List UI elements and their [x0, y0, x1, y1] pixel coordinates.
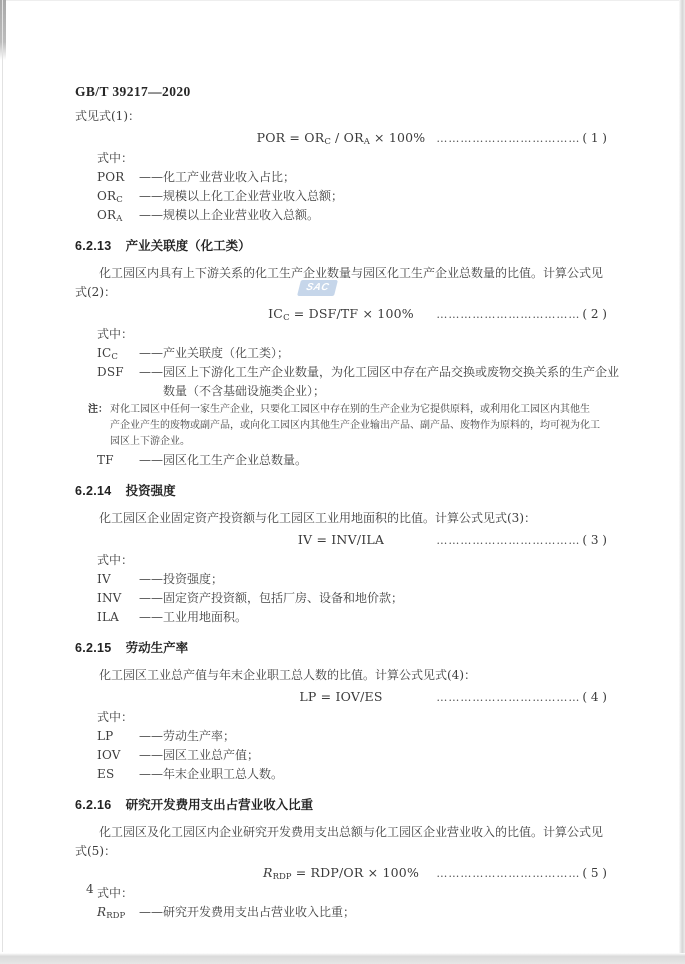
dot-leader: ………………………………: [436, 867, 581, 880]
definition-row: [75, 168, 607, 187]
formula-1-sub: C: [324, 137, 331, 147]
definition-term: [97, 903, 139, 922]
equation-number: ( 4 ): [582, 690, 607, 704]
section-paragraph-cont: 式(5)：: [75, 844, 116, 858]
section-title: 产业关联度（化工类）: [125, 239, 251, 253]
section-number: 6.2.15: [75, 641, 112, 655]
note-line: 产企业产生的废物或副产品，或向化工园区内其他生产企业输出产品、副产品、废物作为原料的，均可视为化工: [110, 420, 600, 431]
definition-desc: ——年末企业职工总人数。: [139, 767, 284, 781]
formula1-lead: 式见式(1)：: [75, 109, 140, 123]
formula-2-expression: [268, 306, 414, 321]
section-heading-6215: [75, 640, 607, 656]
page-edge-bottom: [0, 953, 685, 964]
definition-row: [75, 187, 607, 206]
equation-number: ( 2 ): [582, 307, 607, 321]
formula-1-part: / OR: [330, 130, 364, 145]
dot-leader: ………………………………: [436, 132, 581, 145]
formula-4: [75, 687, 607, 707]
note-block: [75, 402, 607, 450]
scan-shadow-left: [0, 0, 6, 60]
dot-leader: ………………………………: [436, 308, 581, 321]
section-title: 研究开发费用支出占营业收入比重: [125, 798, 314, 812]
definition-desc: ——工业用地面积。: [139, 610, 248, 624]
definition-desc: ——劳动生产率；: [139, 729, 236, 743]
formula-1-sub: A: [363, 137, 370, 147]
term-sub: A: [116, 214, 123, 224]
sac-watermark: SAC: [297, 280, 338, 296]
formula-1-part: × 100%: [369, 130, 426, 145]
definition-row: [75, 344, 607, 363]
definition-desc: ——园区上下游化工生产企业数量，为化工园区中存在产品交换或废物交换关系的生产企业: [139, 365, 620, 379]
equation-number: ( 5 ): [582, 866, 607, 880]
definition-row: [75, 206, 607, 225]
formula-2: [75, 304, 607, 324]
formula-3-expression: IV = INV/ILA: [297, 532, 385, 547]
term-base: R: [97, 905, 107, 919]
definition-row: [75, 746, 607, 765]
definition-term: IV: [97, 572, 111, 586]
where-label: 式中：: [97, 151, 134, 165]
definition-desc: ——园区工业总产值；: [139, 748, 260, 762]
formula-3: [75, 530, 607, 550]
formula-3-number: [436, 530, 607, 551]
formula-1-number: [436, 128, 607, 149]
definition-term: IOV: [97, 748, 121, 762]
note-line: 园区上下游企业。: [110, 436, 190, 447]
definition-term: [97, 344, 139, 363]
section-paragraph: 化工园区工业总产值与年末企业职工总人数的比值。计算公式见式(4)：: [99, 668, 477, 682]
formula-4-number: [436, 687, 607, 708]
definition-desc: ——化工产业营业收入占比；: [139, 170, 296, 184]
definition-desc: ——规模以上化工企业营业收入总额；: [139, 189, 344, 203]
equation-number: ( 3 ): [582, 533, 607, 547]
formula-4-expression: LP = IOV/ES: [299, 689, 383, 704]
section-paragraph: 化工园区企业固定资产投资额与化工园区工业用地面积的比值。计算公式见式(3)：: [99, 511, 537, 525]
formula-5-number: [436, 863, 607, 884]
section-number: 6.2.14: [75, 484, 112, 498]
dot-leader: ………………………………: [436, 534, 581, 547]
definition-term: LP: [97, 729, 114, 743]
formula-5-part: = RDP/OR × 100%: [291, 865, 420, 880]
formula-2-number: [436, 304, 607, 325]
where-label: 式中：: [97, 886, 134, 900]
definition-desc: ——投资强度；: [139, 572, 224, 586]
definition-row: [75, 451, 607, 470]
formula-2-part: = DSF/TF × 100%: [289, 306, 414, 321]
term-sub: C: [111, 352, 118, 362]
section-paragraph: 化工园区及化工园区内企业研究开发费用支出总额与化工园区企业营业收入的比值。计算公式见: [99, 825, 604, 839]
page-edge-top: [0, 0, 685, 1]
definition-desc: ——园区化工生产企业总数量。: [139, 453, 308, 467]
equation-number: ( 1 ): [582, 131, 607, 145]
term-base: IC: [97, 346, 112, 360]
where-label: 式中：: [97, 710, 134, 724]
term-base: OR: [97, 189, 117, 203]
page-edge-left: [2, 0, 3, 952]
definition-desc: ——固定资产投资额，包括厂房、设备和地价款；: [139, 591, 404, 605]
note-line: 对化工园区中任何一家生产企业，只要化工园区中存在别的生产企业为它提供原料，或利用化工园区内其他生: [110, 404, 590, 415]
formula-1: [75, 128, 607, 148]
formula-2-part: IC: [268, 306, 284, 321]
note-body: [110, 402, 600, 450]
where-label: 式中：: [97, 327, 134, 341]
definition-term: ILA: [97, 610, 119, 624]
definition-row: [75, 363, 620, 382]
where-label: 式中：: [97, 553, 134, 567]
formula-5-sub: RDP: [272, 872, 292, 882]
formula-5-expression: [263, 865, 419, 880]
section-heading-6213: [75, 238, 607, 254]
section-paragraph: 化工园区内具有上下游关系的化工生产企业数量与园区化工生产企业总数量的比值。计算公式见: [99, 266, 604, 280]
definition-term: ES: [97, 767, 115, 781]
term-base: OR: [97, 208, 117, 222]
section-heading-6214: [75, 483, 607, 499]
definition-term: INV: [97, 591, 122, 605]
formula-5: [75, 863, 607, 883]
definition-row: [75, 727, 607, 746]
section-number: 6.2.16: [75, 798, 112, 812]
definition-row: [75, 903, 607, 922]
standard-number-header: GB/T 39217—2020: [75, 84, 191, 99]
section-title: 投资强度: [125, 484, 176, 498]
page-number: 4: [86, 882, 94, 896]
formula-5-part: R: [262, 865, 273, 880]
formula-1-expression: [257, 130, 426, 145]
definition-desc: ——规模以上企业营业收入总额。: [139, 208, 320, 222]
definition-term: [97, 206, 139, 225]
section-paragraph-cont: 式(2)：: [75, 285, 116, 299]
definition-term: [97, 187, 139, 206]
formula-2-sub: C: [283, 313, 290, 323]
term-sub: C: [116, 195, 123, 205]
section-title: 劳动生产率: [125, 641, 189, 655]
page-edge-right: [679, 0, 685, 964]
dot-leader: ………………………………: [436, 691, 581, 704]
definition-desc-wrap: 数量（不含基础设施类企业）；: [163, 384, 326, 398]
formula-1-part: POR = OR: [256, 130, 325, 145]
note-label: 注：: [88, 404, 108, 415]
section-heading-6216: [75, 797, 607, 813]
definition-term: TF: [97, 453, 114, 467]
definition-term: POR: [97, 170, 125, 184]
definition-desc: ——产业关联度（化工类）；: [139, 346, 290, 360]
definition-row: [75, 608, 607, 627]
definition-row: [75, 570, 607, 589]
definition-row: [75, 765, 607, 784]
definition-term: DSF: [97, 365, 124, 379]
term-sub: RDP: [106, 911, 126, 921]
section-number: 6.2.13: [75, 239, 112, 253]
page-content: [75, 84, 620, 922]
definition-desc: ——研究开发费用支出占营业收入比重；: [139, 905, 356, 919]
definition-row: [75, 589, 607, 608]
